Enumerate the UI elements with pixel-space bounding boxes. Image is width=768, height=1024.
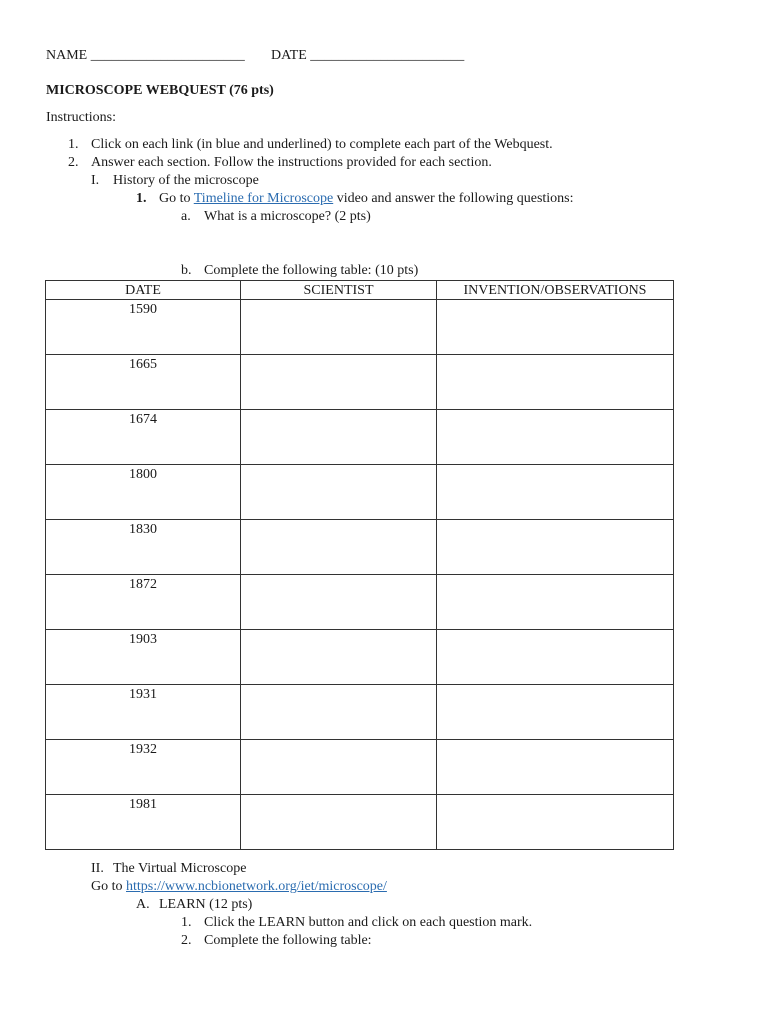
virtual-microscope-link[interactable]: https://www.ncbionetwork.org/iet/microscope/ — [126, 879, 387, 894]
date-cell: 1665 — [46, 355, 241, 410]
invention-cell[interactable] — [437, 685, 674, 740]
column-header-scientist: SCIENTIST — [241, 281, 437, 300]
subsection-title: LEARN (12 pts) — [159, 897, 253, 912]
table-row — [46, 410, 674, 465]
step-number: 2. — [181, 933, 192, 948]
table-row — [46, 740, 674, 795]
date-cell: 1981 — [46, 795, 241, 850]
invention-cell[interactable] — [437, 630, 674, 685]
scientist-cell[interactable] — [241, 685, 437, 740]
table-row — [46, 355, 674, 410]
invention-cell[interactable] — [437, 795, 674, 850]
date-cell: 1872 — [46, 575, 241, 630]
instruction-number: 2. — [68, 155, 79, 170]
step-text: Click the LEARN button and click on each question mark. — [204, 915, 533, 930]
scientist-cell[interactable] — [241, 300, 437, 355]
table-row — [46, 795, 674, 850]
scientist-cell[interactable] — [241, 465, 437, 520]
scientist-cell[interactable] — [241, 520, 437, 575]
instruction-number: 1. — [68, 137, 79, 152]
date-cell: 1932 — [46, 740, 241, 795]
section-number: I. — [91, 173, 100, 188]
table-row — [46, 685, 674, 740]
date-cell: 1931 — [46, 685, 241, 740]
step-prefix: Go to — [159, 191, 191, 206]
scientist-cell[interactable] — [241, 795, 437, 850]
section-number: II. — [91, 861, 104, 876]
date-cell: 1830 — [46, 520, 241, 575]
instruction-text: Answer each section. Follow the instructions provided for each section. — [91, 155, 492, 170]
invention-cell[interactable] — [437, 740, 674, 795]
table-row — [46, 575, 674, 630]
timeline-table — [45, 280, 674, 850]
table-header-row — [46, 281, 674, 300]
section-title: History of the microscope — [113, 173, 259, 188]
table-row — [46, 300, 674, 355]
invention-cell[interactable] — [437, 355, 674, 410]
scientist-cell[interactable] — [241, 575, 437, 630]
page-title: MICROSCOPE WEBQUEST (76 pts) — [46, 83, 274, 98]
question-text: What is a microscope? (2 pts) — [204, 209, 371, 224]
step-text: Complete the following table: — [204, 933, 372, 948]
date-field-label: DATE ______________________ — [271, 48, 465, 63]
question-text: Complete the following table: (10 pts) — [204, 263, 419, 278]
scientist-cell[interactable] — [241, 740, 437, 795]
section-title: The Virtual Microscope — [113, 861, 247, 876]
table-row — [46, 630, 674, 685]
date-cell: 1674 — [46, 410, 241, 465]
step-suffix: video and answer the following questions: — [336, 191, 574, 206]
instructions-heading: Instructions: — [46, 110, 116, 125]
goto-line — [91, 878, 387, 896]
step-number: 1. — [181, 915, 192, 930]
instruction-text: Click on each link (in blue and underlined) to complete each part of the Webquest. — [91, 137, 553, 152]
scientist-cell[interactable] — [241, 355, 437, 410]
step-line — [159, 190, 574, 208]
invention-cell[interactable] — [437, 575, 674, 630]
goto-prefix: Go to — [91, 879, 123, 894]
invention-cell[interactable] — [437, 300, 674, 355]
question-letter: a. — [181, 209, 191, 224]
column-header-invention: INVENTION/OBSERVATIONS — [437, 281, 674, 300]
invention-cell[interactable] — [437, 520, 674, 575]
timeline-link[interactable]: Timeline for Microscope — [193, 191, 334, 206]
date-cell: 1800 — [46, 465, 241, 520]
date-cell: 1903 — [46, 630, 241, 685]
invention-cell[interactable] — [437, 410, 674, 465]
table-row — [46, 520, 674, 575]
date-cell: 1590 — [46, 300, 241, 355]
invention-cell[interactable] — [437, 465, 674, 520]
name-field-label: NAME ______________________ — [46, 48, 245, 63]
step-number: 1. — [136, 191, 147, 206]
table-row — [46, 465, 674, 520]
question-letter: b. — [181, 263, 192, 278]
scientist-cell[interactable] — [241, 630, 437, 685]
column-header-date: DATE — [46, 281, 241, 300]
scientist-cell[interactable] — [241, 410, 437, 465]
subsection-letter: A. — [136, 897, 150, 912]
